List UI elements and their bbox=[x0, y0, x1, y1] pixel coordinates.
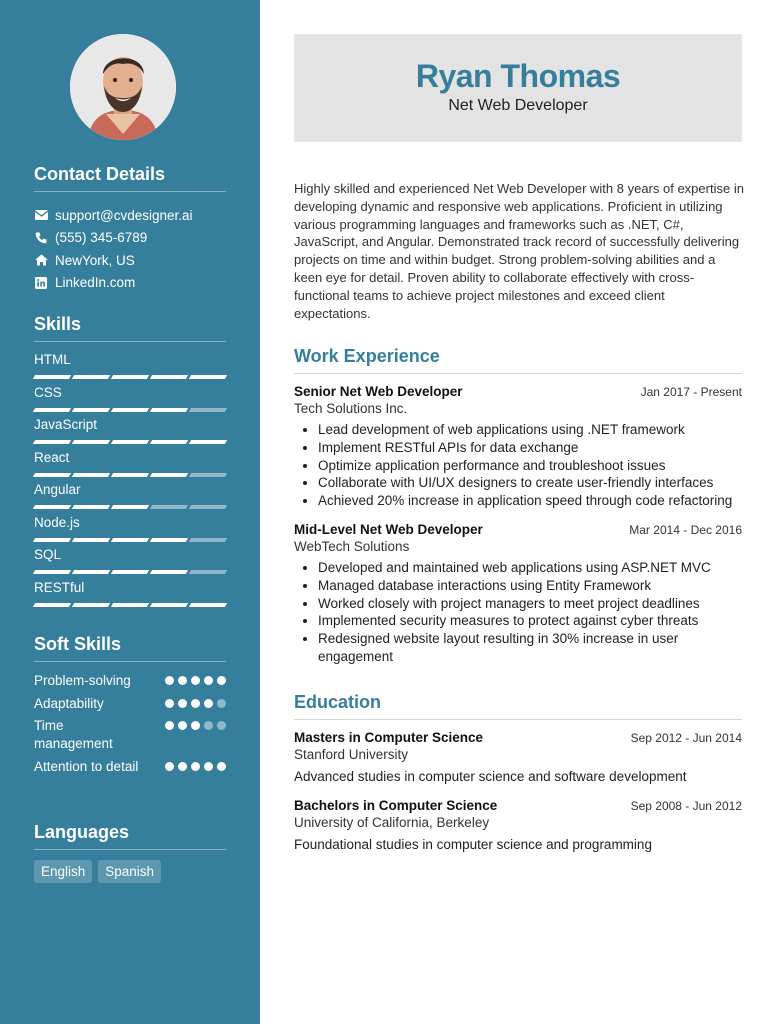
contact-linkedin-text: LinkedIn.com bbox=[55, 275, 136, 291]
education-desc: Foundational studies in computer science and programming bbox=[294, 837, 652, 852]
job-title: Senior Net Web Developer bbox=[294, 384, 463, 399]
skill-item bbox=[34, 515, 226, 548]
skill-level-bar bbox=[34, 570, 226, 574]
soft-skill-rating bbox=[165, 717, 226, 753]
skill-level-segment bbox=[189, 505, 227, 509]
skill-level-segment bbox=[189, 570, 227, 574]
skill-level-segment bbox=[189, 603, 227, 607]
skill-level-segment bbox=[33, 603, 71, 607]
skill-level-bar bbox=[34, 440, 226, 444]
rating-dot bbox=[165, 699, 174, 708]
education-date: Sep 2012 - Jun 2014 bbox=[630, 731, 742, 745]
skill-level-segment bbox=[72, 440, 110, 444]
education-entry bbox=[294, 798, 742, 852]
job-bullets bbox=[294, 421, 742, 510]
skill-level-bar bbox=[34, 538, 226, 542]
job-entry bbox=[294, 384, 742, 510]
languages-list bbox=[34, 860, 161, 883]
rating-dot bbox=[191, 721, 200, 730]
skill-level-bar bbox=[34, 603, 226, 607]
soft-skill-item bbox=[34, 672, 226, 690]
rating-dot bbox=[191, 676, 200, 685]
skill-level-segment bbox=[111, 505, 149, 509]
job-date: Mar 2014 - Dec 2016 bbox=[629, 523, 742, 537]
job-bullet: • Implemented security measures to protect against cyber threats bbox=[318, 612, 742, 630]
job-bullet: • Optimize application performance and troubleshoot issues bbox=[318, 457, 742, 475]
job-bullets bbox=[294, 559, 742, 666]
skill-level-segment bbox=[189, 408, 227, 412]
skill-item bbox=[34, 385, 226, 418]
skill-level-segment bbox=[111, 473, 149, 477]
sidebar bbox=[0, 0, 260, 1024]
soft-skill-name: Adaptability bbox=[34, 695, 104, 711]
rating-dot bbox=[178, 762, 187, 771]
soft-skill-item bbox=[34, 695, 226, 713]
skill-name: Node.js bbox=[34, 514, 80, 530]
rating-dot bbox=[178, 676, 187, 685]
skill-level-segment bbox=[150, 538, 188, 542]
skill-level-segment bbox=[72, 570, 110, 574]
contact-linkedin[interactable] bbox=[34, 272, 234, 295]
job-date: Jan 2017 - Present bbox=[640, 385, 742, 399]
skill-level-segment bbox=[33, 375, 71, 379]
skill-level-segment bbox=[150, 440, 188, 444]
education-entry bbox=[294, 730, 742, 784]
skill-level-segment bbox=[111, 603, 149, 607]
skill-level-segment bbox=[72, 603, 110, 607]
education-desc: Advanced studies in computer science and software development bbox=[294, 769, 687, 784]
contact-email[interactable] bbox=[34, 204, 234, 227]
summary: Highly skilled and experienced Net Web Developer with 8 years of expertise in developing dynamic and responsive web applications. Proficient in utilizing various programming languages and frameworks such as .NET, C#, JavaScript, and Angular. Demonstrated track record of successfully delivering projects on time and within budget. Strong problem-solving abilities and a keen eye for detail. Proven ability to collaborate effectively with cross-functional teams to achieve project milestones and exceed client expectations. bbox=[294, 181, 744, 321]
skill-level-segment bbox=[33, 408, 71, 412]
header bbox=[294, 34, 742, 142]
job-title: Mid-Level Net Web Developer bbox=[294, 522, 483, 537]
skill-level-segment bbox=[111, 570, 149, 574]
degree-title: Masters in Computer Science bbox=[294, 730, 484, 745]
rating-dot bbox=[165, 721, 174, 730]
skill-name: Angular bbox=[34, 482, 81, 497]
skill-level-segment bbox=[33, 538, 71, 542]
job-bullet: • Lead development of web applications using .NET framework bbox=[318, 421, 742, 439]
soft-skill-item bbox=[34, 717, 226, 753]
soft-skills-title: Soft Skills bbox=[34, 634, 226, 662]
rating-dot bbox=[165, 676, 174, 685]
rating-dot bbox=[217, 699, 226, 708]
skill-level-segment bbox=[150, 375, 188, 379]
candidate-name: Ryan Thomas bbox=[415, 58, 621, 94]
linkedin-icon bbox=[34, 276, 48, 290]
education-date: Sep 2008 - Jun 2012 bbox=[630, 799, 742, 813]
job-bullet: • Achieved 20% increase in application speed through code refactoring bbox=[318, 492, 742, 510]
skill-level-segment bbox=[189, 473, 227, 477]
language-tag: English bbox=[34, 860, 92, 883]
skill-level-bar bbox=[34, 375, 226, 379]
candidate-role: Net Web Developer bbox=[448, 97, 588, 114]
skill-item bbox=[34, 547, 226, 580]
skills-list bbox=[34, 352, 226, 612]
rating-dot bbox=[217, 721, 226, 730]
skill-item bbox=[34, 352, 226, 385]
languages-title: Languages bbox=[34, 822, 226, 850]
soft-skill-name: Attention to detail bbox=[34, 758, 139, 774]
job-bullet: • Implement RESTful APIs for data exchange bbox=[318, 439, 742, 457]
soft-skill-rating bbox=[165, 758, 226, 776]
skill-level-segment bbox=[72, 505, 110, 509]
job-bullet: • Managed database interactions using Entity Framework bbox=[318, 577, 742, 595]
school-name: University of California, Berkeley bbox=[294, 815, 490, 830]
rating-dot bbox=[204, 721, 213, 730]
home-icon bbox=[34, 253, 48, 267]
rating-dot bbox=[217, 676, 226, 685]
rating-dot bbox=[165, 762, 174, 771]
skill-level-segment bbox=[111, 375, 149, 379]
skill-level-bar bbox=[34, 473, 226, 477]
skill-level-segment bbox=[72, 408, 110, 412]
rating-dot bbox=[204, 762, 213, 771]
contact-email-text: support@cvdesigner.ai bbox=[55, 207, 193, 223]
skills-title: Skills bbox=[34, 314, 226, 342]
skill-level-segment bbox=[111, 440, 149, 444]
skill-item bbox=[34, 580, 226, 613]
skill-level-segment bbox=[150, 473, 188, 477]
soft-skills-list bbox=[34, 672, 226, 780]
skill-item bbox=[34, 417, 226, 450]
skill-level-segment bbox=[150, 570, 188, 574]
skill-level-segment bbox=[72, 473, 110, 477]
rating-dot bbox=[178, 721, 187, 730]
contact-phone-text: (555) 345-6789 bbox=[55, 230, 148, 246]
contact-title: Contact Details bbox=[34, 164, 226, 192]
education-title: Education bbox=[294, 692, 742, 720]
contact-location bbox=[34, 249, 234, 272]
degree-title: Bachelors in Computer Science bbox=[294, 798, 498, 813]
skill-level-segment bbox=[72, 375, 110, 379]
soft-skill-rating bbox=[165, 695, 226, 713]
soft-skill-rating bbox=[165, 672, 226, 690]
skill-level-segment bbox=[150, 505, 188, 509]
skill-level-segment bbox=[111, 538, 149, 542]
rating-dot bbox=[178, 699, 187, 708]
skill-name: JavaScript bbox=[34, 417, 98, 432]
skill-level-bar bbox=[34, 505, 226, 509]
skill-item bbox=[34, 482, 226, 515]
rating-dot bbox=[191, 762, 200, 771]
skill-level-segment bbox=[111, 408, 149, 412]
job-bullet: • Redesigned website layout resulting in 30% increase in user engagement bbox=[318, 630, 742, 666]
job-company: WebTech Solutions bbox=[294, 539, 410, 554]
avatar bbox=[70, 34, 176, 140]
skill-level-segment bbox=[33, 473, 71, 477]
skill-name: CSS bbox=[34, 384, 62, 400]
skill-level-segment bbox=[189, 440, 227, 444]
skill-level-bar bbox=[34, 408, 226, 412]
skill-name: React bbox=[34, 449, 70, 465]
rating-dot bbox=[204, 699, 213, 708]
skill-level-segment bbox=[150, 408, 188, 412]
work-experience-title: Work Experience bbox=[294, 346, 742, 374]
skill-name: SQL bbox=[34, 547, 62, 562]
job-company: Tech Solutions Inc. bbox=[294, 401, 408, 416]
soft-skill-item bbox=[34, 758, 226, 776]
skill-level-segment bbox=[189, 538, 227, 542]
job-bullet: • Worked closely with project managers to meet project deadlines bbox=[318, 595, 742, 613]
phone-icon bbox=[34, 231, 48, 245]
skill-level-segment bbox=[33, 440, 71, 444]
skill-name: RESTful bbox=[34, 579, 85, 595]
soft-skill-name: Time management bbox=[34, 718, 113, 751]
job-bullet: • Developed and maintained web applications using ASP.NET MVC bbox=[318, 559, 742, 577]
job-entry bbox=[294, 522, 742, 666]
skill-level-segment bbox=[150, 603, 188, 607]
skill-level-segment bbox=[72, 538, 110, 542]
skill-name: HTML bbox=[34, 352, 71, 367]
rating-dot bbox=[217, 762, 226, 771]
skill-level-segment bbox=[33, 505, 71, 509]
contact-phone[interactable] bbox=[34, 227, 234, 250]
envelope-icon bbox=[34, 208, 48, 222]
soft-skill-name: Problem-solving bbox=[34, 673, 131, 688]
skill-item bbox=[34, 450, 226, 483]
school-name: Stanford University bbox=[294, 747, 409, 762]
rating-dot bbox=[204, 676, 213, 685]
rating-dot bbox=[191, 699, 200, 708]
skill-level-segment bbox=[189, 375, 227, 379]
language-tag: Spanish bbox=[98, 860, 161, 883]
contact-location-text: NewYork, US bbox=[55, 252, 135, 268]
contact-list bbox=[34, 204, 234, 294]
job-bullet: • Collaborate with UI/UX designers to create user-friendly interfaces bbox=[318, 474, 742, 492]
skill-level-segment bbox=[33, 570, 71, 574]
